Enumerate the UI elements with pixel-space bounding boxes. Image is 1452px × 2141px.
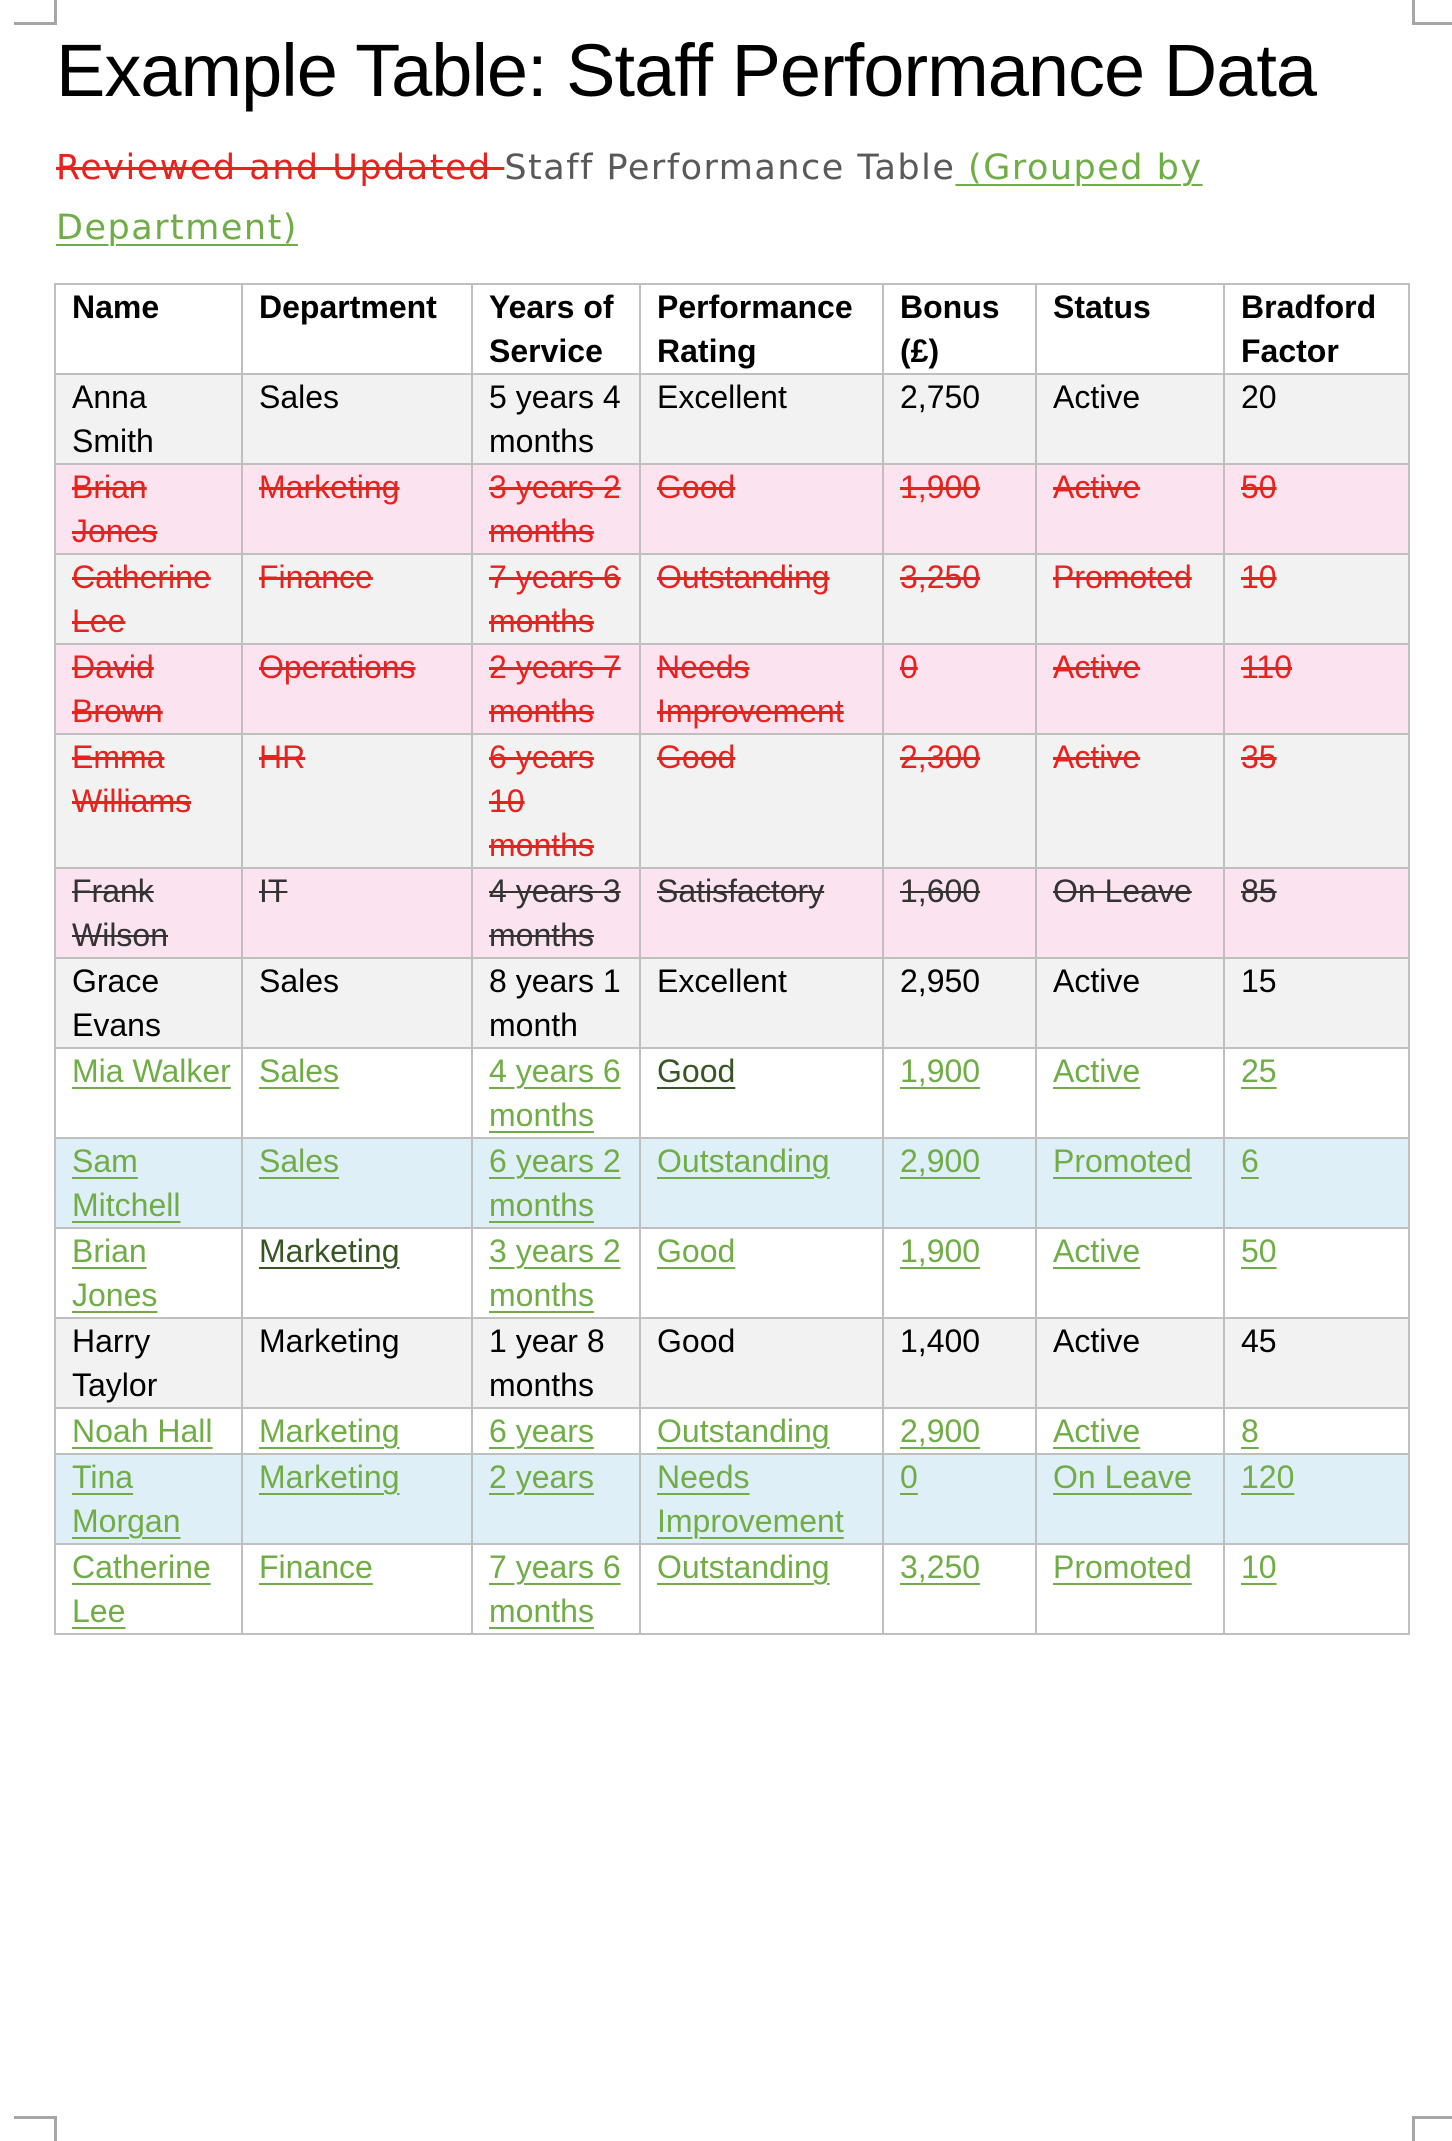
cell-name: Catherine Lee — [55, 554, 242, 644]
table-caption — [56, 138, 1356, 258]
header-performance-rating: Performance Rating — [640, 284, 883, 374]
cell-bradford: 110 — [1224, 644, 1409, 734]
cell-years: 2 years 7 months — [472, 644, 640, 734]
cell-rating: Outstanding — [640, 1138, 883, 1228]
table-row-inserted[interactable] — [55, 1048, 1409, 1138]
cell-bradford: 8 — [1224, 1408, 1409, 1454]
cell-years: 7 years 6 months — [472, 1544, 640, 1634]
cell-rating: Good — [640, 1048, 883, 1138]
cell-name: David Brown — [55, 644, 242, 734]
header-name: Name — [55, 284, 242, 374]
cell-bonus: 2,950 — [883, 958, 1036, 1048]
header-bonus: Bonus (£) — [883, 284, 1036, 374]
cell-bradford: 50 — [1224, 1228, 1409, 1318]
table-row-deleted[interactable] — [55, 554, 1409, 644]
cell-bradford: 20 — [1224, 374, 1409, 464]
cell-status: Active — [1036, 644, 1224, 734]
cell-department: Marketing — [242, 1454, 472, 1544]
cell-years: 4 years 6 months — [472, 1048, 640, 1138]
cell-bradford: 45 — [1224, 1318, 1409, 1408]
cell-years: 7 years 6 months — [472, 554, 640, 644]
cell-status: Promoted — [1036, 1138, 1224, 1228]
cell-name: Noah Hall — [55, 1408, 242, 1454]
table-row-deleted[interactable] — [55, 464, 1409, 554]
header-years-of-service: Years of Service — [472, 284, 640, 374]
cell-bonus: 2,900 — [883, 1408, 1036, 1454]
page-corner-mark-bottom-left — [14, 2116, 57, 2141]
cell-rating: Excellent — [640, 958, 883, 1048]
cell-rating: Good — [640, 1228, 883, 1318]
cell-bonus: 1,900 — [883, 1048, 1036, 1138]
cell-bradford: 10 — [1224, 1544, 1409, 1634]
cell-name: Catherine Lee — [55, 1544, 242, 1634]
cell-department: HR — [242, 734, 472, 868]
table-header-row — [55, 284, 1409, 374]
cell-years: 6 years 10 months — [472, 734, 640, 868]
header-bradford-factor: Bradford Factor — [1224, 284, 1409, 374]
table-row-inserted[interactable] — [55, 1228, 1409, 1318]
cell-status: Active — [1036, 1318, 1224, 1408]
cell-bonus: 3,250 — [883, 1544, 1036, 1634]
table-row-inserted[interactable] — [55, 1408, 1409, 1454]
cell-bradford: 85 — [1224, 868, 1409, 958]
cell-department: Marketing — [242, 1408, 472, 1454]
cell-name: Mia Walker — [55, 1048, 242, 1138]
cell-bradford: 10 — [1224, 554, 1409, 644]
cell-name: Harry Taylor — [55, 1318, 242, 1408]
cell-status: Active — [1036, 464, 1224, 554]
table-row-deleted[interactable] — [55, 868, 1409, 958]
cell-name: Sam Mitchell — [55, 1138, 242, 1228]
cell-status: Active — [1036, 1048, 1224, 1138]
cell-status: Active — [1036, 1228, 1224, 1318]
cell-rating: Good — [640, 1318, 883, 1408]
cell-bonus: 1,900 — [883, 464, 1036, 554]
document-title: Example Table: Staff Performance Data — [56, 29, 1317, 112]
cell-name: Grace Evans — [55, 958, 242, 1048]
cell-status: Promoted — [1036, 1544, 1224, 1634]
page-corner-mark-bottom-right — [1412, 2116, 1452, 2141]
cell-status: Active — [1036, 1408, 1224, 1454]
cell-bradford: 120 — [1224, 1454, 1409, 1544]
page-corner-mark-top-right — [1412, 0, 1452, 25]
cell-rating: Needs Improvement — [640, 1454, 883, 1544]
cell-rating: Good — [640, 464, 883, 554]
cell-years: 3 years 2 months — [472, 464, 640, 554]
caption-text: Staff Performance Table — [504, 148, 956, 188]
cell-rating: Excellent — [640, 374, 883, 464]
cell-bonus: 2,900 — [883, 1138, 1036, 1228]
cell-status: Active — [1036, 374, 1224, 464]
table-row-inserted[interactable] — [55, 1454, 1409, 1544]
cell-rating: Satisfactory — [640, 868, 883, 958]
cell-rating: Outstanding — [640, 1544, 883, 1634]
table-row-inserted[interactable] — [55, 1544, 1409, 1634]
cell-department: Sales — [242, 958, 472, 1048]
cell-status: Promoted — [1036, 554, 1224, 644]
page-corner-mark-top-left — [14, 0, 57, 25]
table-row — [55, 374, 1409, 464]
cell-years: 2 years — [472, 1454, 640, 1544]
cell-department: Sales — [242, 1048, 472, 1138]
cell-department: Finance — [242, 1544, 472, 1634]
cell-bonus: 1,400 — [883, 1318, 1036, 1408]
cell-name: Tina Morgan — [55, 1454, 242, 1544]
cell-rating: Good — [640, 734, 883, 868]
staff-performance-table — [54, 283, 1410, 1635]
cell-bradford: 25 — [1224, 1048, 1409, 1138]
cell-status: Active — [1036, 958, 1224, 1048]
cell-bonus: 0 — [883, 644, 1036, 734]
cell-department: Sales — [242, 374, 472, 464]
cell-bradford: 35 — [1224, 734, 1409, 868]
cell-name: Frank Wilson — [55, 868, 242, 958]
cell-bonus: 2,750 — [883, 374, 1036, 464]
cell-status: Active — [1036, 734, 1224, 868]
cell-rating: Outstanding — [640, 1408, 883, 1454]
table-row-deleted[interactable] — [55, 644, 1409, 734]
header-department: Department — [242, 284, 472, 374]
cell-years: 4 years 3 months — [472, 868, 640, 958]
caption-inserted-text[interactable]: (Grouped by Department) — [56, 148, 1203, 248]
cell-bonus: 0 — [883, 1454, 1036, 1544]
cell-bradford: 6 — [1224, 1138, 1409, 1228]
cell-name: Anna Smith — [55, 374, 242, 464]
cell-years: 6 years 2 months — [472, 1138, 640, 1228]
cell-bradford: 50 — [1224, 464, 1409, 554]
cell-bonus: 2,300 — [883, 734, 1036, 868]
cell-name: Brian Jones — [55, 1228, 242, 1318]
cell-bonus: 1,900 — [883, 1228, 1036, 1318]
cell-bradford: 15 — [1224, 958, 1409, 1048]
cell-years: 3 years 2 months — [472, 1228, 640, 1318]
header-status: Status — [1036, 284, 1224, 374]
table-row — [55, 1318, 1409, 1408]
cell-department: Sales — [242, 1138, 472, 1228]
cell-bonus: 1,600 — [883, 868, 1036, 958]
cell-rating: Needs Improvement — [640, 644, 883, 734]
cell-status: On Leave — [1036, 1454, 1224, 1544]
cell-years: 5 years 4 months — [472, 374, 640, 464]
cell-name: Emma Williams — [55, 734, 242, 868]
cell-status: On Leave — [1036, 868, 1224, 958]
table-row-inserted[interactable] — [55, 1138, 1409, 1228]
table-row-deleted[interactable] — [55, 734, 1409, 868]
cell-department: Marketing — [242, 1228, 472, 1318]
cell-years: 6 years — [472, 1408, 640, 1454]
cell-years: 8 years 1 month — [472, 958, 640, 1048]
cell-name: Brian Jones — [55, 464, 242, 554]
cell-department: IT — [242, 868, 472, 958]
caption-deleted-text[interactable]: Reviewed and Updated — [56, 148, 505, 188]
cell-department: Operations — [242, 644, 472, 734]
cell-rating: Outstanding — [640, 554, 883, 644]
cell-years: 1 year 8 months — [472, 1318, 640, 1408]
cell-bonus: 3,250 — [883, 554, 1036, 644]
cell-department: Marketing — [242, 1318, 472, 1408]
cell-department: Marketing — [242, 464, 472, 554]
cell-department: Finance — [242, 554, 472, 644]
table-row — [55, 958, 1409, 1048]
